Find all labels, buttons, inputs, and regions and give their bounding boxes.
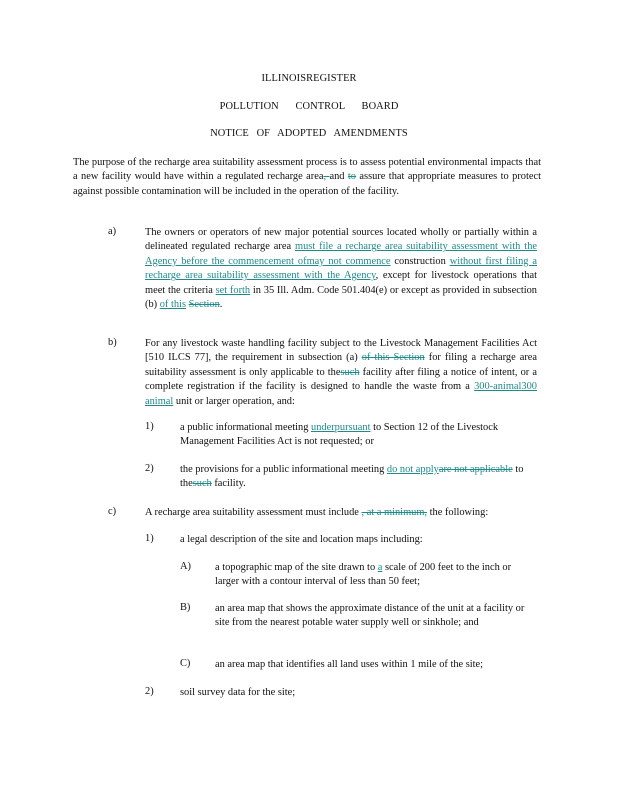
text-run: facility.	[211, 478, 246, 490]
c-subitem-A-text	[215, 561, 527, 590]
text-run: .	[219, 299, 223, 311]
deleted-text: such	[192, 478, 212, 490]
c-item-1-text	[180, 533, 525, 547]
c-subitem-B-label: B)	[180, 602, 191, 613]
text-run: a legal description of the site and location maps including:	[180, 534, 423, 545]
inserted-text: of this	[159, 299, 186, 311]
text-run: an area map that identifies all land uses within 1 mile of the site;	[215, 659, 484, 670]
deleted-text: such	[340, 366, 360, 378]
inserted-text: 300	[521, 381, 537, 393]
text-run: , except for livestock operations that meet the criteria	[145, 270, 537, 296]
deleted-text: of this Section	[361, 352, 425, 364]
text-run: soil survey data for the site;	[180, 687, 296, 698]
deleted-text: to	[347, 171, 356, 183]
text-run: to Section 12 of the Livestock Management Facilities Act is not requested; or	[180, 422, 499, 448]
notice-title: NOTICE OF ADOPTED AMENDMENTS	[210, 128, 408, 139]
deleted-text: , at a minimum,	[361, 507, 428, 518]
c-item-2-label: 2)	[145, 686, 154, 697]
register-title: ILLINOISREGISTER	[261, 73, 357, 84]
inserted-text: must file a recharge area suitability assessment with the Agency before the commencement of	[145, 241, 537, 267]
text-run: For any livestock waste handling facility subject to the Livestock Management Facilities Act [510 ILCS 77], the requirement in subsection (a)	[145, 338, 537, 364]
deleted-text: Section	[188, 299, 220, 311]
subsection-b-label: b)	[108, 337, 117, 348]
inserted-text: 300-animal	[474, 381, 522, 393]
text-run: The purpose of the recharge area suitability assessment process is to assess potential environmental impacts that a new facility would have within a regulated recharge area	[73, 157, 541, 183]
text-run: to the	[180, 464, 524, 490]
board-title: POLLUTION CONTROL BOARD	[219, 101, 399, 112]
inserted-text: without first filing a recharge area suitability assessment with the Agency	[145, 255, 538, 282]
inserted-text: under	[311, 422, 335, 433]
inserted-text: may not commence	[306, 255, 391, 267]
inserted-text: a	[377, 562, 383, 573]
subsection-c-label: c)	[108, 506, 117, 517]
subsection-a-text	[145, 226, 537, 312]
text-run: a public informational meeting	[180, 422, 311, 433]
text-run: the following:	[427, 507, 489, 518]
b-item-1-label: 1)	[145, 421, 154, 432]
c-subitem-B-text	[215, 602, 527, 631]
text-run: unit or larger operation, and:	[173, 395, 295, 407]
intro-paragraph	[73, 156, 541, 199]
text-run: in 35 Ill. Adm. Code 501.404(e) or except as provided in subsection (b)	[145, 284, 537, 311]
c-subitem-A-label: A)	[180, 561, 191, 572]
c-item-2-text	[180, 686, 525, 700]
text-run: assure that appropriate measures to protect against possible contamination will be included in the operation of the facility.	[73, 171, 541, 197]
c-item-1-label: 1)	[145, 533, 154, 544]
text-run: scale of 200 feet to the inch or larger with a contour interval of less than 50 feet;	[215, 562, 512, 588]
text-run: facility after filing a notice of intent, or a complete registration if the facility is designed to handle the waste from a	[145, 366, 537, 393]
text-run: the provisions for a public informational meeting	[180, 464, 387, 475]
text-run: A recharge area suitability assessment must include	[145, 507, 362, 518]
subsection-a-label: a)	[108, 226, 117, 237]
text-run: an area map that shows the approximate distance of the unit at a facility or site from the nearest potable water supply well or sinkhole; and	[215, 603, 525, 629]
c-subitem-C-text	[215, 658, 535, 672]
deleted-text: ,	[323, 171, 330, 183]
text-run: construction	[390, 255, 450, 267]
text-run: a topographic map of the site drawn to	[215, 562, 378, 573]
b-item-2-text	[180, 463, 525, 492]
b-item-1-text	[180, 421, 525, 450]
deleted-text: are not applicable	[438, 464, 513, 475]
text-run: The owners or operators of new major potential sources located wholly or partially within a delineated regulated recharge area	[145, 227, 537, 253]
c-subitem-C-label: C)	[180, 658, 191, 669]
inserted-text: set forth	[215, 284, 251, 296]
text-run: for filing a recharge area suitability assessment is only applicable to the	[145, 352, 538, 378]
text-run: and	[329, 171, 348, 183]
b-item-2-label: 2)	[145, 463, 154, 474]
inserted-text: pursuant	[334, 422, 371, 433]
subsection-b-text	[145, 337, 537, 409]
inserted-text: animal	[145, 395, 174, 407]
inserted-text: do not apply	[386, 464, 439, 475]
subsection-c-text	[145, 506, 537, 520]
